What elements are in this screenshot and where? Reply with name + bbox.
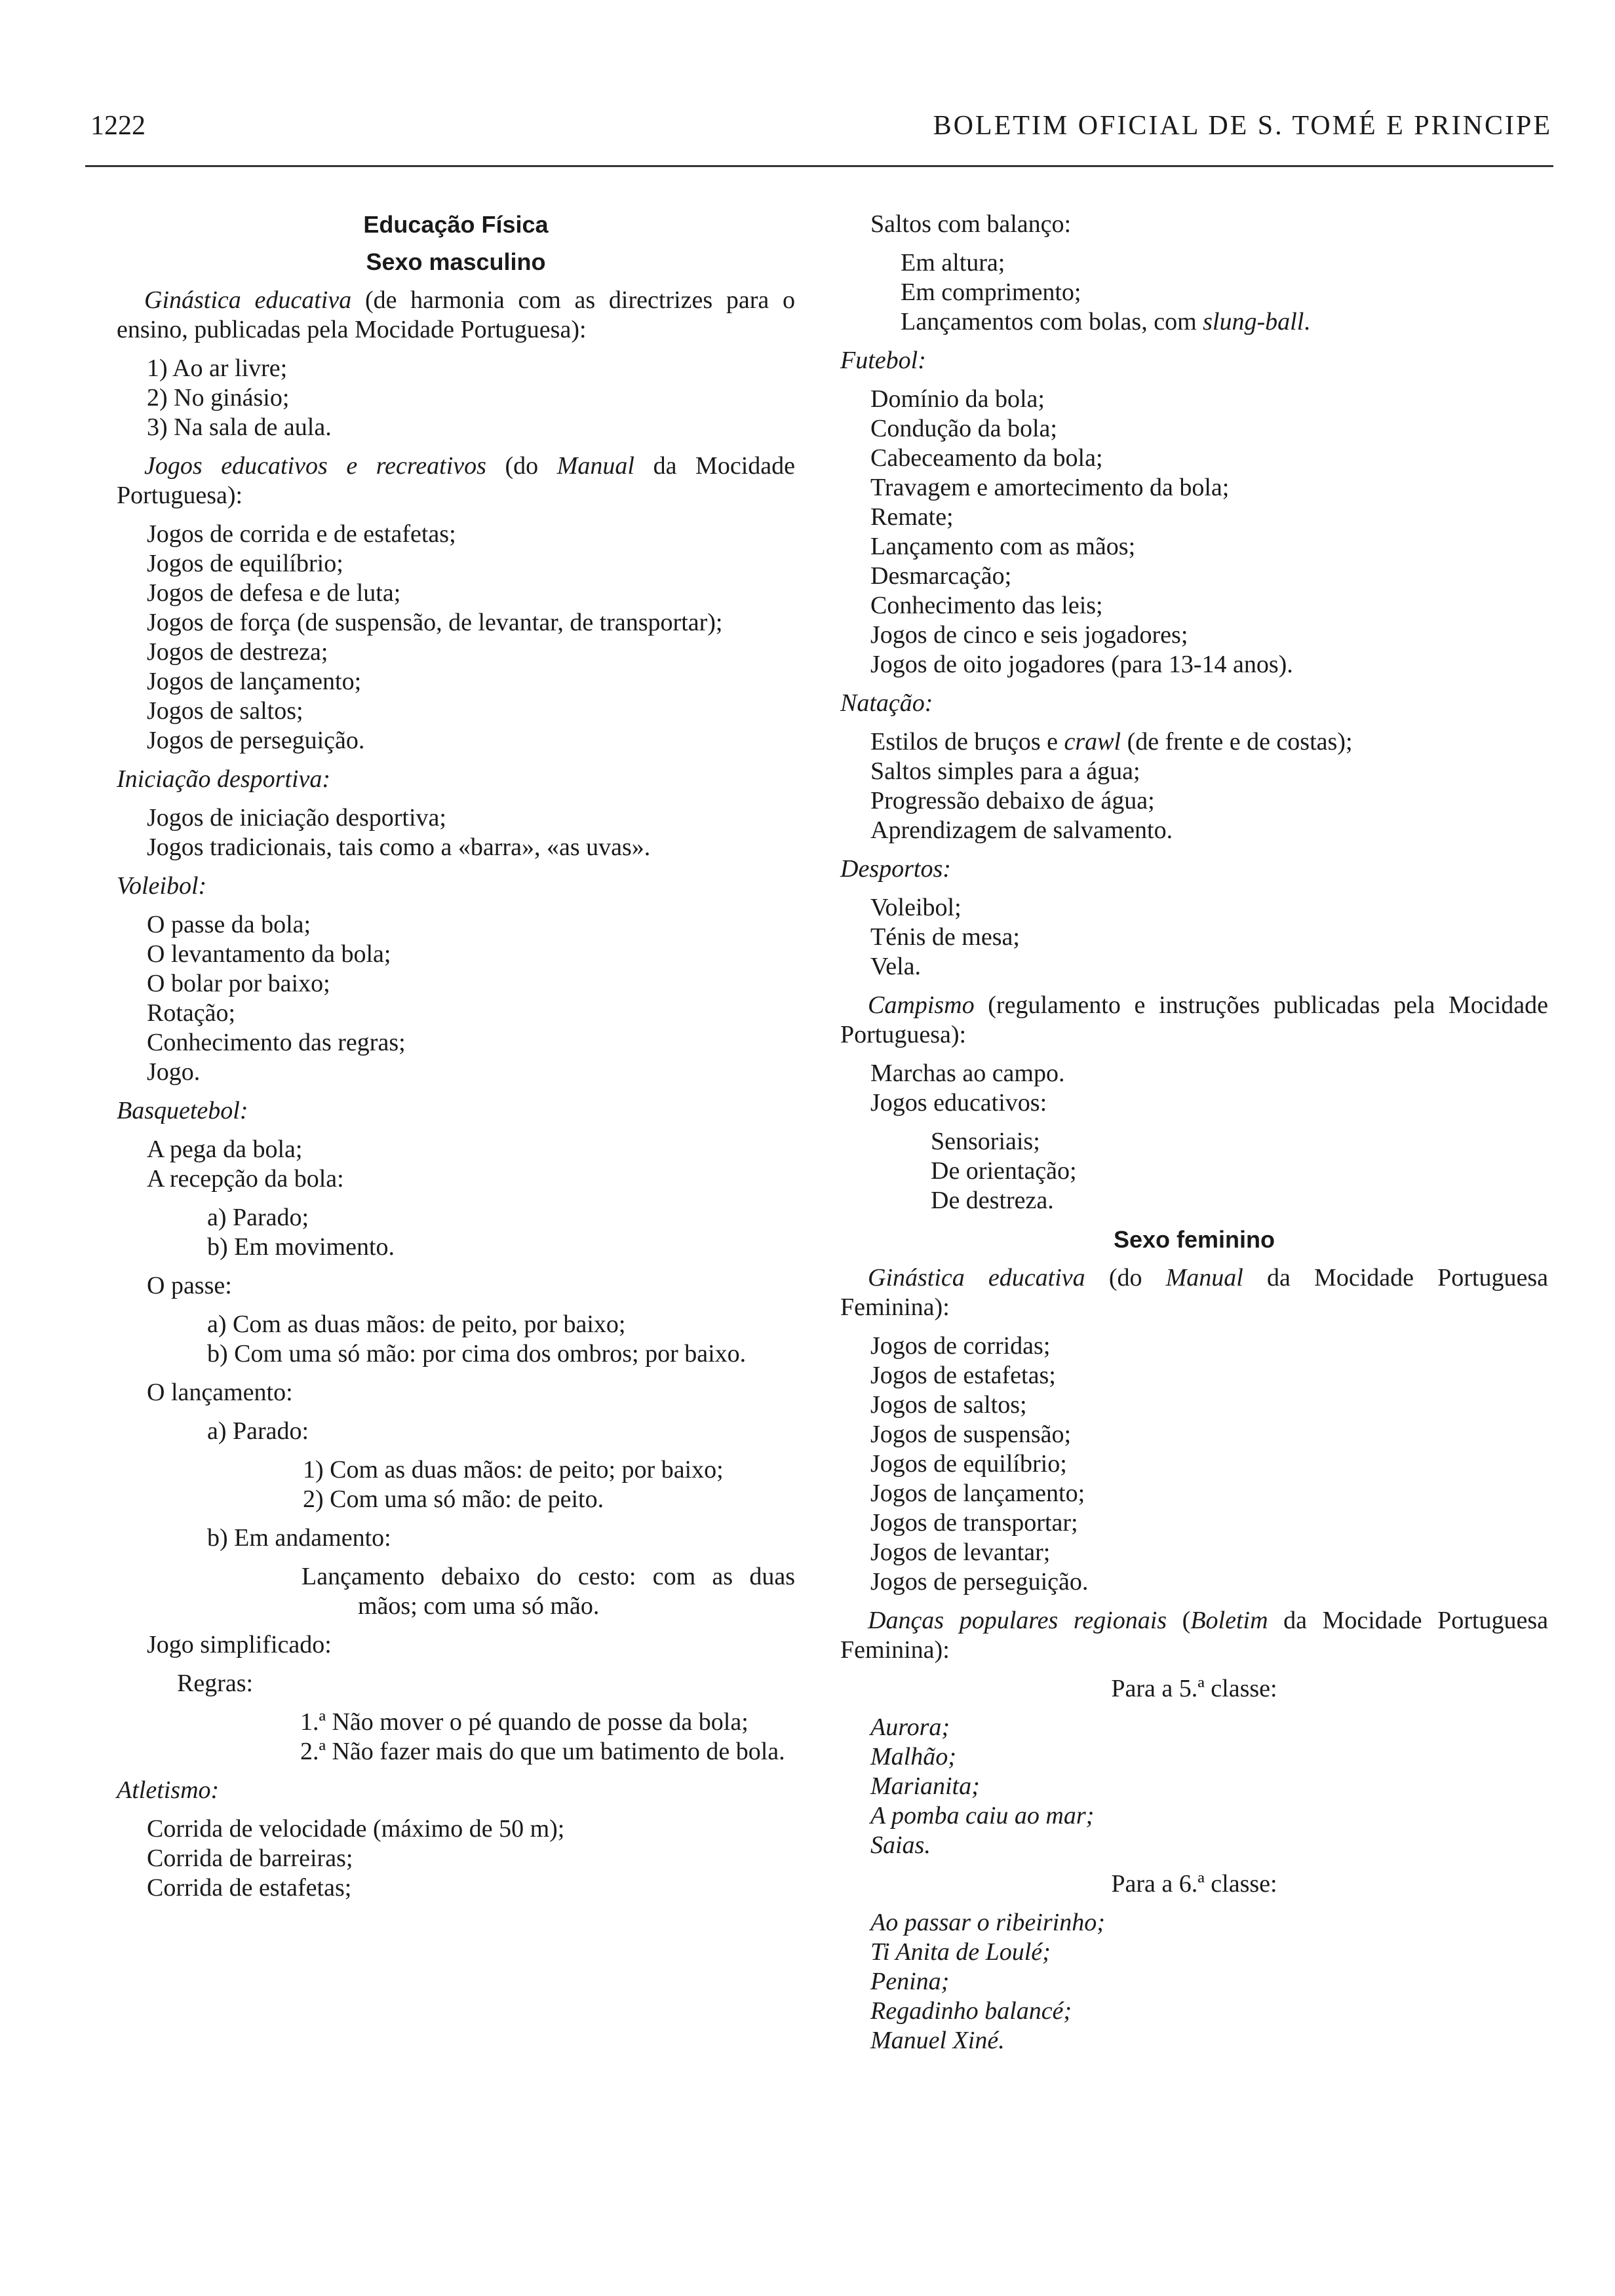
voleibol-list — [117, 910, 795, 1087]
list-item: Lançamento debaixo do cesto: com as duas mãos; com uma só mão. — [302, 1563, 795, 1620]
campismo-intro-rest: (regulamento e instruções publicadas pela Mocidade Portuguesa): — [840, 991, 1548, 1048]
header-rule — [85, 165, 1553, 167]
list-item: a) Com as duas mãos: de peito, por baixo; — [207, 1311, 626, 1338]
campismo-intro-italic: Campismo — [868, 991, 975, 1019]
saltos-title: Saltos com balanço: — [870, 210, 1072, 238]
list-item: Ti Anita de Loulé; — [870, 1938, 1051, 1966]
subheading-feminino: Sexo feminino — [1113, 1226, 1275, 1253]
ginastica-intro — [117, 286, 795, 345]
list-item: A pega da bola; — [147, 1136, 303, 1163]
list-item: Manuel Xiné. — [870, 2027, 1005, 2054]
feminino-intro — [840, 1263, 1548, 1322]
list-item: Conhecimento das regras; — [147, 1029, 406, 1056]
basquetebol-title: Basquetebol: — [117, 1097, 248, 1124]
natacao-title: Natação: — [840, 689, 933, 717]
basquetebol-list — [117, 1135, 795, 1767]
feminino-intro-mid: (do — [1085, 1264, 1166, 1292]
list-item: 1) Ao ar livre; — [147, 354, 288, 382]
iniciacao-title: Iniciação desportiva: — [117, 765, 331, 793]
atletismo-list — [117, 1814, 795, 1903]
estilos-prefix: Estilos de bruços e — [870, 728, 1064, 756]
dancas-intro-italic: Danças populares regionais — [868, 1607, 1167, 1634]
list-item: Jogos de lançamento; — [147, 668, 362, 695]
classe6-list — [840, 1908, 1548, 2056]
list-item: a) Parado; — [207, 1204, 309, 1231]
list-item: A pomba caiu ao mar; — [870, 1802, 1095, 1829]
jogos-intro-manual: Manual — [556, 452, 634, 480]
voleibol-title: Voleibol: — [117, 872, 207, 900]
section-heading: Educação Física — [363, 211, 549, 238]
list-item: Jogos de iniciação desportiva; — [147, 804, 446, 832]
list-item: Voleibol; — [870, 894, 962, 921]
list-item: Saltos simples para a água; — [870, 757, 1140, 785]
list-item: Jogos de equilíbrio; — [870, 1450, 1067, 1478]
jogos-intro — [117, 451, 795, 510]
list-item: O levantamento da bola; — [147, 940, 391, 968]
classe5-list — [840, 1713, 1548, 1860]
list-item — [840, 727, 1548, 757]
list-item: Ao passar o ribeirinho; — [870, 1909, 1105, 1936]
iniciacao-list — [117, 803, 795, 862]
list-item: Rotação; — [147, 999, 236, 1027]
list-item: Corrida de estafetas; — [147, 1874, 352, 1902]
list-item: Jogos de cinco e seis jogadores; — [870, 621, 1188, 649]
subheading-masculino: Sexo masculino — [366, 248, 546, 275]
ginastica-intro-rest: (de harmonia com as directrizes para o ensino, publicadas pela Mocidade Portuguesa): — [117, 286, 795, 343]
list-item: Marianita; — [870, 1772, 980, 1800]
list-item: 2.ª Não fazer mais do que um batimento de bola. — [300, 1738, 785, 1765]
atletismo-title: Atletismo: — [117, 1776, 220, 1804]
dancas-intro-mid: ( — [1167, 1607, 1191, 1634]
list-item: Domínio da bola; — [870, 385, 1045, 413]
page-number: 1222 — [90, 111, 146, 141]
list-item: Vela. — [870, 953, 922, 980]
list-item: Jogos de suspensão; — [870, 1421, 1072, 1448]
list-item: Aurora; — [870, 1713, 950, 1741]
list-item: Cabeceamento da bola; — [870, 444, 1103, 472]
list-item: De destreza. — [931, 1187, 1054, 1214]
desportos-title: Desportos: — [840, 855, 951, 883]
jogos-intro-mid: (do — [486, 452, 557, 480]
list-item: Jogos educativos: — [870, 1089, 1047, 1117]
saltos-list — [840, 248, 1548, 337]
lanc-italic: slung-ball — [1203, 308, 1304, 335]
list-item: Ténis de mesa; — [870, 923, 1020, 951]
list-item: Desmarcação; — [870, 562, 1012, 590]
list-item: Jogo simplificado: — [147, 1631, 332, 1658]
list-item: Corrida de barreiras; — [147, 1845, 353, 1872]
list-item: Jogos de levantar; — [870, 1539, 1051, 1566]
classe5-title: Para a 5.ª classe: — [1111, 1675, 1277, 1702]
list-item: Condução da bola; — [870, 415, 1057, 442]
list-item: Jogos de saltos; — [147, 697, 303, 725]
right-column — [840, 210, 1548, 2065]
list-item: De orientação; — [931, 1157, 1077, 1185]
list-item: Jogos tradicionais, tais como a «barra», «as uvas». — [147, 833, 651, 861]
list-item: Em altura; — [901, 249, 1005, 277]
dancas-intro — [840, 1606, 1548, 1665]
list-item: Saias. — [870, 1831, 931, 1859]
feminino-intro-italic: Ginástica educativa — [868, 1264, 1085, 1292]
list-item: 2) Com uma só mão: de peito. — [303, 1485, 604, 1513]
list-item: Jogos de corrida e de estafetas; — [147, 520, 456, 548]
ginastica-intro-italic: Ginástica educativa — [144, 286, 352, 314]
estilos-italic: crawl — [1064, 728, 1121, 756]
list-item: Em comprimento; — [901, 278, 1081, 306]
futebol-list — [840, 385, 1548, 679]
list-item: Corrida de velocidade (máximo de 50 m); — [147, 1815, 565, 1843]
running-head: BOLETIM OFICIAL DE S. TOMÉ E PRINCIPE — [933, 111, 1552, 141]
list-item: Malhão; — [870, 1743, 956, 1770]
lanc-prefix: Lançamentos com bolas, com — [901, 308, 1203, 335]
list-item: Sensoriais; — [931, 1128, 1040, 1155]
natacao-list — [840, 727, 1548, 845]
list-item: Remate; — [870, 503, 954, 531]
list-item: 1.ª Não mover o pé quando de posse da bola; — [300, 1708, 749, 1736]
futebol-title: Futebol: — [840, 347, 926, 374]
list-item: Jogos de perseguição. — [870, 1568, 1089, 1596]
list-item: Marchas ao campo. — [870, 1060, 1065, 1087]
list-item: Lançamento com as mãos; — [870, 533, 1136, 560]
dancas-intro-boletim: Boletim — [1190, 1607, 1268, 1634]
desportos-list — [840, 893, 1548, 982]
jogos-list — [117, 520, 795, 756]
list-item: Regadinho balancé; — [870, 1997, 1072, 2025]
list-item: 3) Na sala de aula. — [147, 413, 332, 441]
list-item: A recepção da bola: — [147, 1165, 344, 1193]
list-item: Jogos de corridas; — [870, 1332, 1051, 1360]
classe6-title: Para a 6.ª classe: — [1111, 1870, 1277, 1898]
lanc-suffix: . — [1304, 308, 1310, 335]
jogos-intro-italic: Jogos educativos e recreativos — [144, 452, 486, 480]
list-item: Jogos de saltos; — [870, 1391, 1027, 1419]
list-item: Jogos de força (de suspensão, de levantar, de transportar); — [147, 609, 723, 636]
list-item: Jogos de transportar; — [870, 1509, 1078, 1537]
list-item: Jogo. — [147, 1058, 201, 1086]
list-item: Jogos de oito jogadores (para 13-14 anos). — [870, 651, 1293, 678]
campismo-list — [840, 1059, 1548, 1215]
list-item: 2) No ginásio; — [147, 384, 290, 411]
list-item: Progressão debaixo de água; — [870, 787, 1155, 814]
list-item: Regras: — [177, 1670, 254, 1697]
feminino-list — [840, 1331, 1548, 1597]
ginastica-list — [117, 354, 795, 442]
list-item: Jogos de equilíbrio; — [147, 550, 343, 577]
list-item: Travagem e amortecimento da bola; — [870, 474, 1230, 501]
list-item: 1) Com as duas mãos: de peito; por baixo; — [303, 1456, 724, 1483]
estilos-suffix: (de frente e de costas); — [1121, 728, 1353, 756]
feminino-intro-manual: Manual — [1165, 1264, 1243, 1292]
list-item: Jogos de perseguição. — [147, 727, 365, 754]
list-item: O lançamento: — [147, 1379, 293, 1406]
list-item: O passe da bola; — [147, 911, 311, 938]
list-item — [840, 307, 1548, 337]
list-item: Jogos de defesa e de luta; — [147, 579, 401, 607]
list-item: Aprendizagem de salvamento. — [870, 816, 1173, 844]
list-item: Penina; — [870, 1968, 950, 1995]
list-item: O bolar por baixo; — [147, 970, 330, 997]
list-item: b) Em andamento: — [207, 1524, 391, 1552]
list-item: a) Parado: — [207, 1417, 309, 1445]
feminino-intro-rest: da Mocidade Portuguesa Feminina): — [840, 1264, 1549, 1321]
jogos-intro-rest: da Mocidade Portuguesa): — [117, 452, 795, 509]
list-item: Jogos de estafetas; — [870, 1362, 1056, 1389]
list-item: b) Com uma só mão: por cima dos ombros; por baixo. — [207, 1340, 747, 1368]
list-item: Conhecimento das leis; — [870, 592, 1103, 619]
list-item: O passe: — [147, 1272, 232, 1299]
left-column — [117, 210, 795, 1912]
dancas-intro-rest: da Mocidade Portuguesa Feminina): — [840, 1607, 1548, 1664]
list-item: Jogos de destreza; — [147, 638, 328, 666]
list-item: b) Em movimento. — [207, 1233, 395, 1261]
list-item: Jogos de lançamento; — [870, 1480, 1085, 1507]
campismo-intro — [840, 991, 1548, 1050]
